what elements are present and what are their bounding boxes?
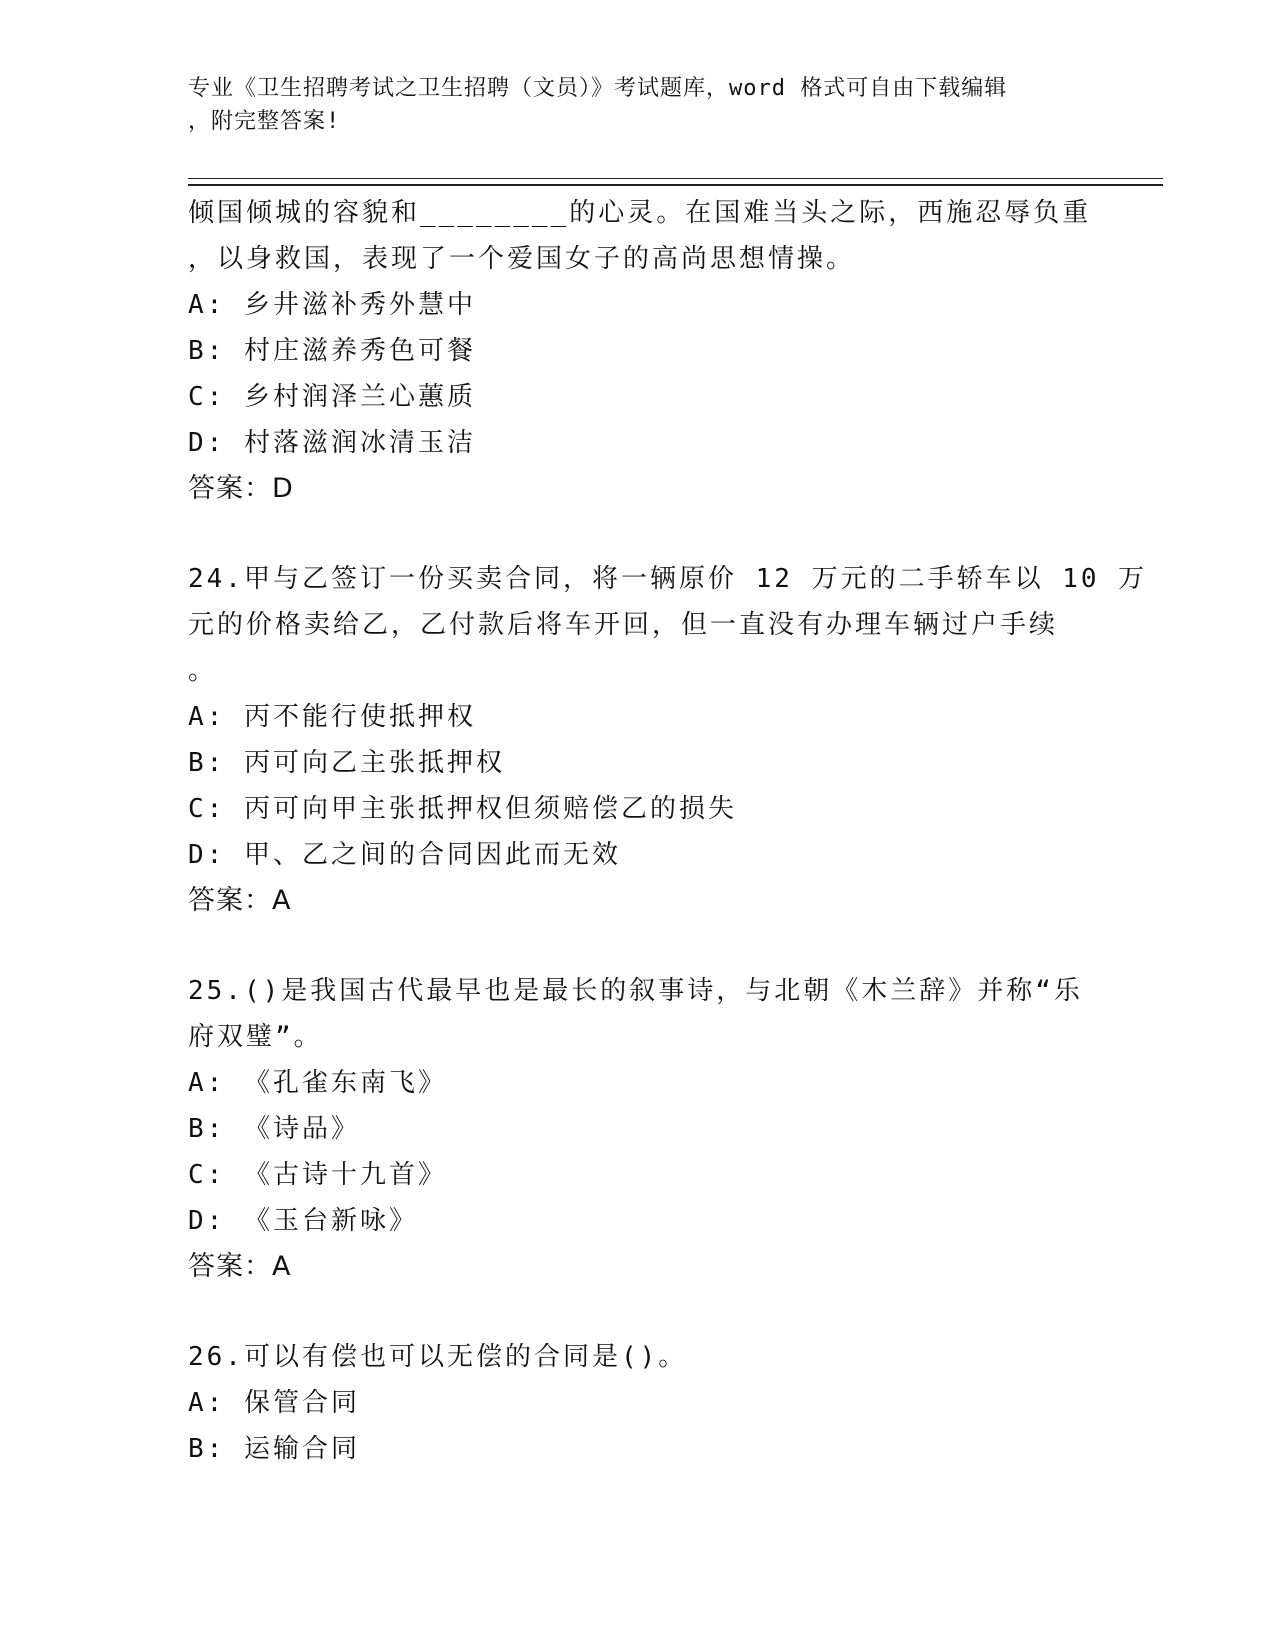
option-b: B: 丙可向乙主张抵押权	[188, 748, 505, 778]
spacer	[188, 512, 1088, 556]
option-a: A: 丙不能行使抵押权	[188, 702, 476, 732]
question-stem: 倾国倾城的容貌和________的心灵。在国难当头之际，西施忍辱负重	[188, 198, 1092, 228]
document-header	[188, 72, 1068, 138]
option-d: D: 甲、乙之间的合同因此而无效	[188, 840, 621, 870]
option-a: A: 乡井滋补秀外慧中	[188, 290, 476, 320]
option-b: B: 运输合同	[188, 1434, 360, 1464]
option-c: C: 丙可向甲主张抵押权但须赔偿乙的损失	[188, 794, 737, 824]
option-a: A: 《孔雀东南飞》	[188, 1068, 447, 1098]
option-a: A: 保管合同	[188, 1388, 360, 1418]
question-stem: 24.甲与乙签订一份买卖合同，将一辆原价 12 万元的二手轿车以 10 万	[188, 564, 1148, 594]
option-b: B: 《诗品》	[188, 1114, 360, 1144]
question-stem: 。	[188, 656, 218, 686]
header-line-1: 专业《卫生招聘考试之卫生招聘（文员）》考试题库，word 格式可自由下载编辑	[188, 76, 1008, 101]
question-26	[188, 1334, 1088, 1472]
option-c: C: 《古诗十九首》	[188, 1160, 447, 1190]
question-stem: 府双璧”。	[188, 1022, 323, 1052]
header-line-2: ，附完整答案!	[188, 109, 341, 134]
question-stem: ，以身救国，表现了一个爱国女子的高尚思想情操。	[188, 244, 856, 274]
spacer	[188, 924, 1088, 968]
header-divider-thin	[188, 178, 1163, 179]
answer-line: 答案：A	[188, 885, 292, 916]
question-stem: 25.()是我国古代最早也是最长的叙事诗，与北朝《木兰辞》并称“乐	[188, 976, 1083, 1006]
answer-line: 答案：A	[188, 1251, 292, 1282]
question-list	[188, 190, 1148, 1472]
question-23	[188, 190, 1092, 512]
option-d: D: 村落滋润冰清玉洁	[188, 428, 476, 458]
option-b: B: 村庄滋养秀色可餐	[188, 336, 476, 366]
answer-line: 答案：D	[188, 473, 294, 504]
spacer	[188, 1290, 1088, 1334]
question-25	[188, 968, 1088, 1290]
question-stem: 26.可以有偿也可以无偿的合同是()。	[188, 1342, 688, 1372]
option-d: D: 《玉台新咏》	[188, 1206, 418, 1236]
question-stem: 元的价格卖给乙，乙付款后将车开回，但一直没有办理车辆过户手续	[188, 610, 1059, 640]
option-c: C: 乡村润泽兰心蕙质	[188, 382, 476, 412]
header-divider-thick	[188, 184, 1163, 186]
question-24	[188, 556, 1148, 924]
